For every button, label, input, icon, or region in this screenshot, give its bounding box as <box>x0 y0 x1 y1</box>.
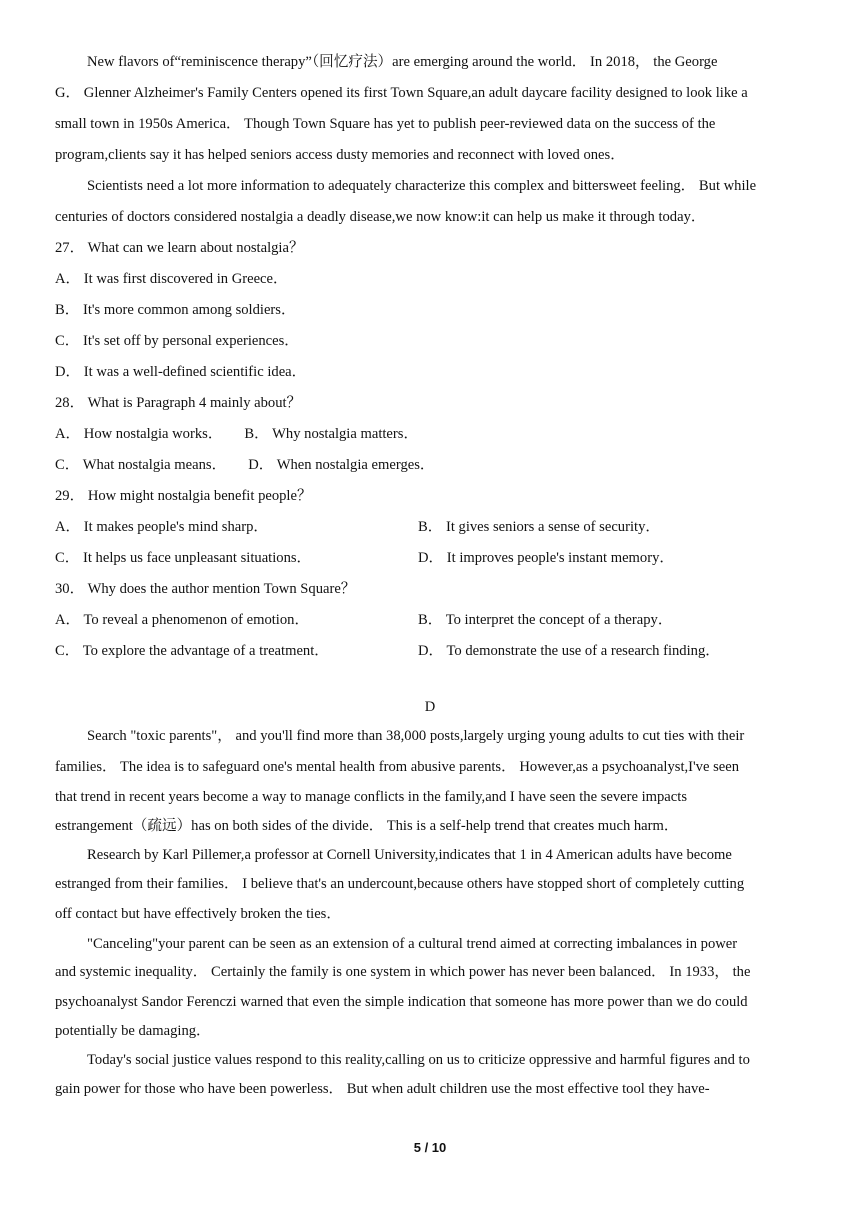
question-29-option-a: A． It makes people's mind sharp． <box>55 519 268 535</box>
question-28-option-c: C． What nostalgia means． <box>55 457 227 473</box>
passage-c-paragraph-1: small town in 1950s America． Though Town Square has yet to publish peer-reviewed data on the success of the <box>55 116 716 132</box>
question-29-option-c: C． It helps us face unpleasant situations． <box>55 550 312 566</box>
passage-c-paragraph-1: New flavors of“reminiscence therapy”（回忆疗法）are emerging around the world． In 2018， the George <box>87 54 718 70</box>
passage-d-paragraph-4: gain power for those who have been powerless． But when adult children use the most effective tool they have- <box>55 1081 710 1097</box>
question-28-option-a: A． How nostalgia works． <box>55 426 223 442</box>
passage-c-paragraph-1: program,clients say it has helped seniors access dusty memories and reconnect with loved ones． <box>55 147 625 163</box>
question-27-option-d: D． It was a well-defined scientific idea． <box>55 364 307 380</box>
passage-c-paragraph-1: G． Glenner Alzheimer's Family Centers opened its first Town Square,an adult daycare facility designed to look like a <box>55 85 748 101</box>
passage-d-paragraph-2: estranged from their families． I believe that's an undercount,because others have stopped short of completely cutting <box>55 876 745 892</box>
question-30-stem: 30． Why does the author mention Town Square？ <box>55 581 356 597</box>
question-27-option-a: A． It was first discovered in Greece． <box>55 271 288 287</box>
question-28-option-b: B． Why nostalgia matters． <box>244 426 419 442</box>
passage-d-paragraph-3: and systemic inequality． Certainly the family is one system in which power has never been balanced． In 1933， the <box>55 964 751 980</box>
question-28-options-cd <box>55 455 815 475</box>
question-27-option-b: B． It's more common among soldiers． <box>55 302 296 318</box>
question-29-stem: 29． How might nostalgia benefit people？ <box>55 488 312 504</box>
question-30-option-a: A． To reveal a phenomenon of emotion． <box>55 612 310 628</box>
passage-d-heading: D <box>424 699 436 715</box>
passage-d-paragraph-3: potentially be damaging． <box>55 1023 211 1039</box>
passage-c-paragraph-2: centuries of doctors considered nostalgia a deadly disease,we now know:it can help us make it through today． <box>55 209 706 225</box>
passage-d-paragraph-2: off contact but have effectively broken the ties． <box>55 906 341 922</box>
question-28-options-ab <box>55 424 815 444</box>
passage-d-paragraph-3: "Canceling"your parent can be seen as an extension of a cultural trend aimed at correcting imbalances in power <box>87 936 738 952</box>
passage-d-paragraph-1: Search "toxic parents"， and you'll find more than 38,000 posts,largely urging young adults to cut ties with their <box>87 728 745 744</box>
question-27-option-c: C． It's set off by personal experiences． <box>55 333 299 349</box>
passage-d-paragraph-1: families． The idea is to safeguard one's mental health from abusive parents． However,as a psychoanalyst,I've seen <box>55 759 740 775</box>
question-27-stem: 27． What can we learn about nostalgia？ <box>55 240 304 256</box>
question-30-options-ab <box>55 610 815 630</box>
question-28-option-d: D． When nostalgia emerges． <box>248 457 435 473</box>
question-30-option-c: C． To explore the advantage of a treatment． <box>55 643 329 659</box>
question-30-option-b: B． To interpret the concept of a therapy． <box>418 612 673 628</box>
passage-d-paragraph-3: psychoanalyst Sandor Ferenczi warned that even the simple indication that someone has more power than we do could <box>55 994 748 1010</box>
question-29-options-cd <box>55 548 815 568</box>
passage-d-paragraph-1: that trend in recent years become a way to manage conflicts in the family,and I have seen the severe impacts <box>55 789 687 805</box>
passage-d-paragraph-2: Research by Karl Pillemer,a professor at Cornell University,indicates that 1 in 4 American adults have become <box>87 847 732 863</box>
passage-c-paragraph-2: Scientists need a lot more information to adequately characterize this complex and bittersweet feeling． But while <box>87 178 757 194</box>
question-30-option-d: D． To demonstrate the use of a research finding． <box>418 643 720 659</box>
question-28-stem: 28． What is Paragraph 4 mainly about？ <box>55 395 302 411</box>
passage-d-paragraph-4: Today's social justice values respond to this reality,calling on us to criticize oppressive and harmful figures and to <box>87 1052 750 1068</box>
question-30-options-cd <box>55 641 815 661</box>
question-29-option-b: B． It gives seniors a sense of security． <box>418 519 660 535</box>
page-number: 5 / 10 <box>413 1140 447 1155</box>
passage-d-paragraph-1: estrangement（疏远）has on both sides of the divide． This is a self-help trend that creates much harm． <box>55 818 679 834</box>
question-29-options-ab <box>55 517 815 537</box>
question-29-option-d: D． It improves people's instant memory． <box>418 550 674 566</box>
